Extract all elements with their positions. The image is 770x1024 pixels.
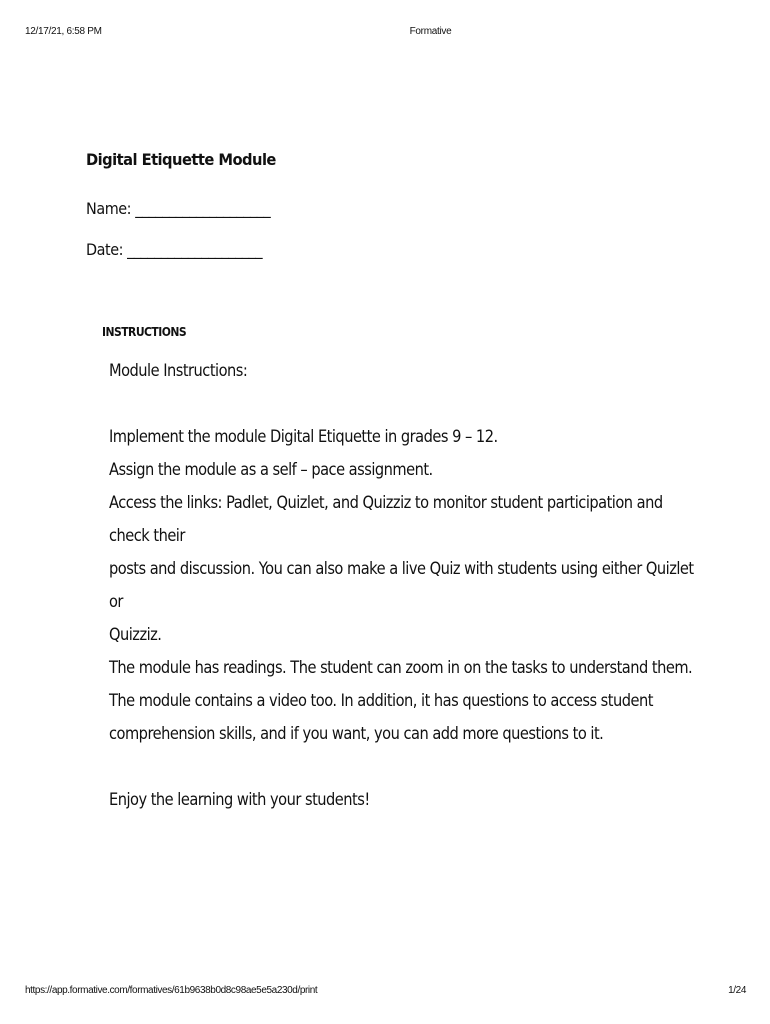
instructions-body	[109, 355, 709, 817]
instruction-line: Implement the module Digital Etiquette in grades 9 – 12.	[109, 427, 498, 447]
instructions-label: INSTRUCTIONS	[102, 325, 187, 339]
instruction-line: Quizziz.	[109, 625, 162, 645]
instruction-line: comprehension skills, and if you want, you can add more questions to it.	[109, 724, 604, 744]
instruction-line: Assign the module as a self – pace assignment.	[109, 460, 433, 480]
instruction-line: The module has readings. The student can zoom in on the tasks to understand them.	[109, 658, 693, 678]
document-title: Digital Etiquette Module	[86, 150, 276, 169]
page-number: 1/24	[728, 985, 746, 996]
print-header	[0, 26, 770, 40]
print-footer	[0, 985, 770, 999]
instruction-line: The module contains a video too. In addition, it has questions to access student	[109, 691, 653, 711]
instructions-heading: Module Instructions:	[109, 361, 248, 381]
print-datetime: 12/17/21, 6:58 PM	[25, 26, 102, 37]
name-field: Name: ____________________	[86, 199, 271, 218]
print-title: Formative	[409, 26, 452, 37]
instructions-closing: Enjoy the learning with your students!	[109, 790, 370, 810]
date-field: Date: ____________________	[86, 240, 263, 259]
print-url: https://app.formative.com/formatives/61b9638b0d8c98ae5e5a230d/print	[25, 985, 318, 996]
document-header	[86, 150, 706, 259]
instruction-line: Access the links: Padlet, Quizlet, and Quizziz to monitor student participation and check their	[109, 493, 663, 546]
instruction-line: posts and discussion. You can also make a live Quiz with students using either Quizlet or	[109, 559, 694, 612]
